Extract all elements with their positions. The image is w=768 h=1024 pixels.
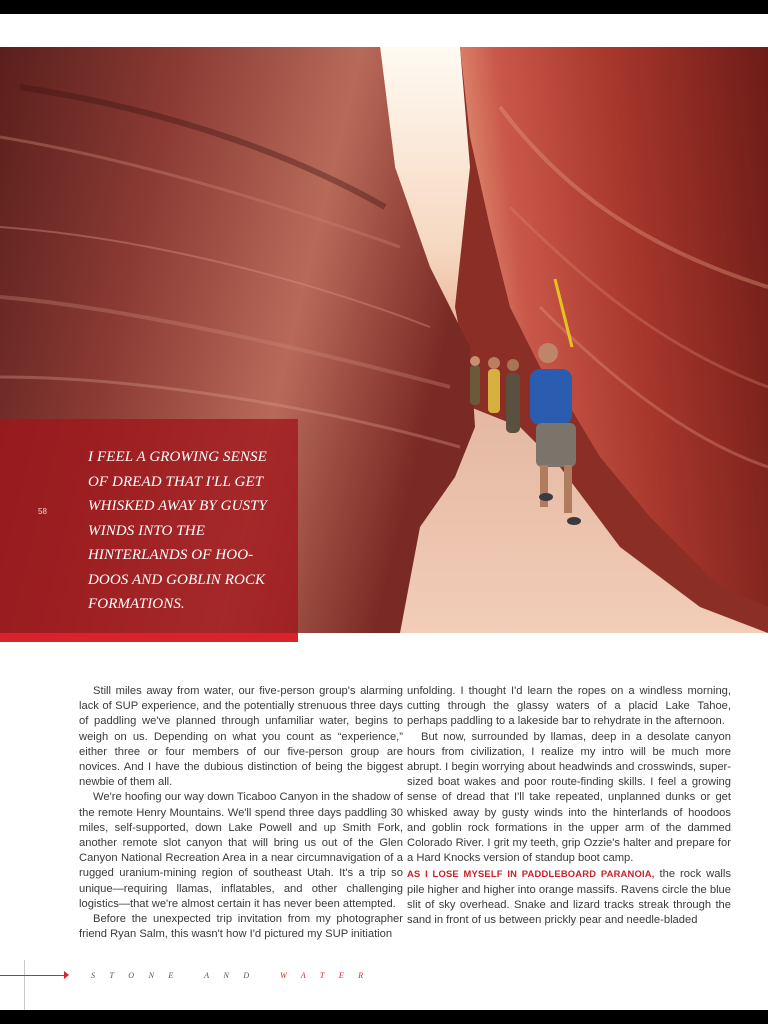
arrow-icon: [64, 971, 69, 979]
paragraph: [407, 866, 731, 928]
paragraph-text: the rock walls pile higher and higher into orange massifs. Ravens circle the blue slit of sky overhead. Snake and lizard tracks streak through the sand in front of us between prickly pear and needle-bladed: [407, 868, 732, 927]
pullquote: I FEEL A GROWING SENSE OF DREAD THAT I'LL GET WHISKED AWAY BY GUSTY WINDS INTO THE HINTERLANDS OF HOO-DOOS AND GOBLIN ROCK FORMATIONS.: [88, 449, 267, 612]
footer-word: STONE: [91, 971, 188, 980]
bottom-bar: [0, 1010, 768, 1024]
lead-in: AS I LOSE MYSELF IN PADDLEBOARD PARANOIA,: [407, 868, 655, 880]
red-rule: [0, 633, 298, 642]
paragraph: We're hoofing our way down Ticaboo Canyon in the shadow of the remote Henry Mountains. We'll spend three days paddling 30 miles, self-supported, down Lake Powell and up Smith Fork, another remote slot canyon that will bring us out of the Glen Canyon National Recreation Area in a near circumnavigation of a rugged uranium-mining region of southeast Utah. It's a trip so unique—requiring llamas, inflatables, and other challenging logistics—that we're almost certain it has never been attempted.: [79, 791, 403, 910]
running-footer: [91, 971, 378, 980]
paragraph: But now, surrounded by llamas, deep in a desolate canyon hours from civilization, I realize my intro will be much more abrupt. I begin worrying about headwinds and crosswinds, super-sized boat wakes and poor route-finding skills. I feel a growing sense of dread that I'll take repeated, unplanned dunks or get whisked away by gusty winds into the hinterlands of hoodoos and goblin rock formations in the upper arm of the dammed Colorado River. I grit my teeth, grip Ozzie's halter and prepare for a Hard Knocks version of standup boot camp.: [407, 730, 731, 865]
paragraph: Before the unexpected trip invitation from my photographer friend Ryan Salm, this wasn't how I'd pictured my SUP initiation: [79, 913, 403, 941]
page-number: 58: [38, 507, 47, 516]
footer-rule: [0, 975, 64, 976]
paragraph: unfolding. I thought I'd learn the ropes on a windless morning, cutting through the glassy waters of a placid Lake Tahoe, perhaps paddling to a lakeside bar to rehydrate in the afternoon.: [407, 685, 731, 728]
left-column: [79, 684, 403, 942]
footer-word-accent: WATER: [280, 971, 378, 980]
paragraph: Still miles away from water, our five-person group's alarming lack of SUP experience, and the potentially strenuous three days of paddling we've planned through unfamiliar water, begins to weigh on us. Depending on what you count as “experience,” either three or four members of our five-person group are novices. And I have the dubious distinction of being the biggest newbie of them all.: [79, 685, 403, 789]
footer-word: AND: [204, 971, 264, 980]
right-column: [407, 684, 731, 928]
top-bar: [0, 0, 768, 14]
margin-line: [24, 960, 25, 1010]
